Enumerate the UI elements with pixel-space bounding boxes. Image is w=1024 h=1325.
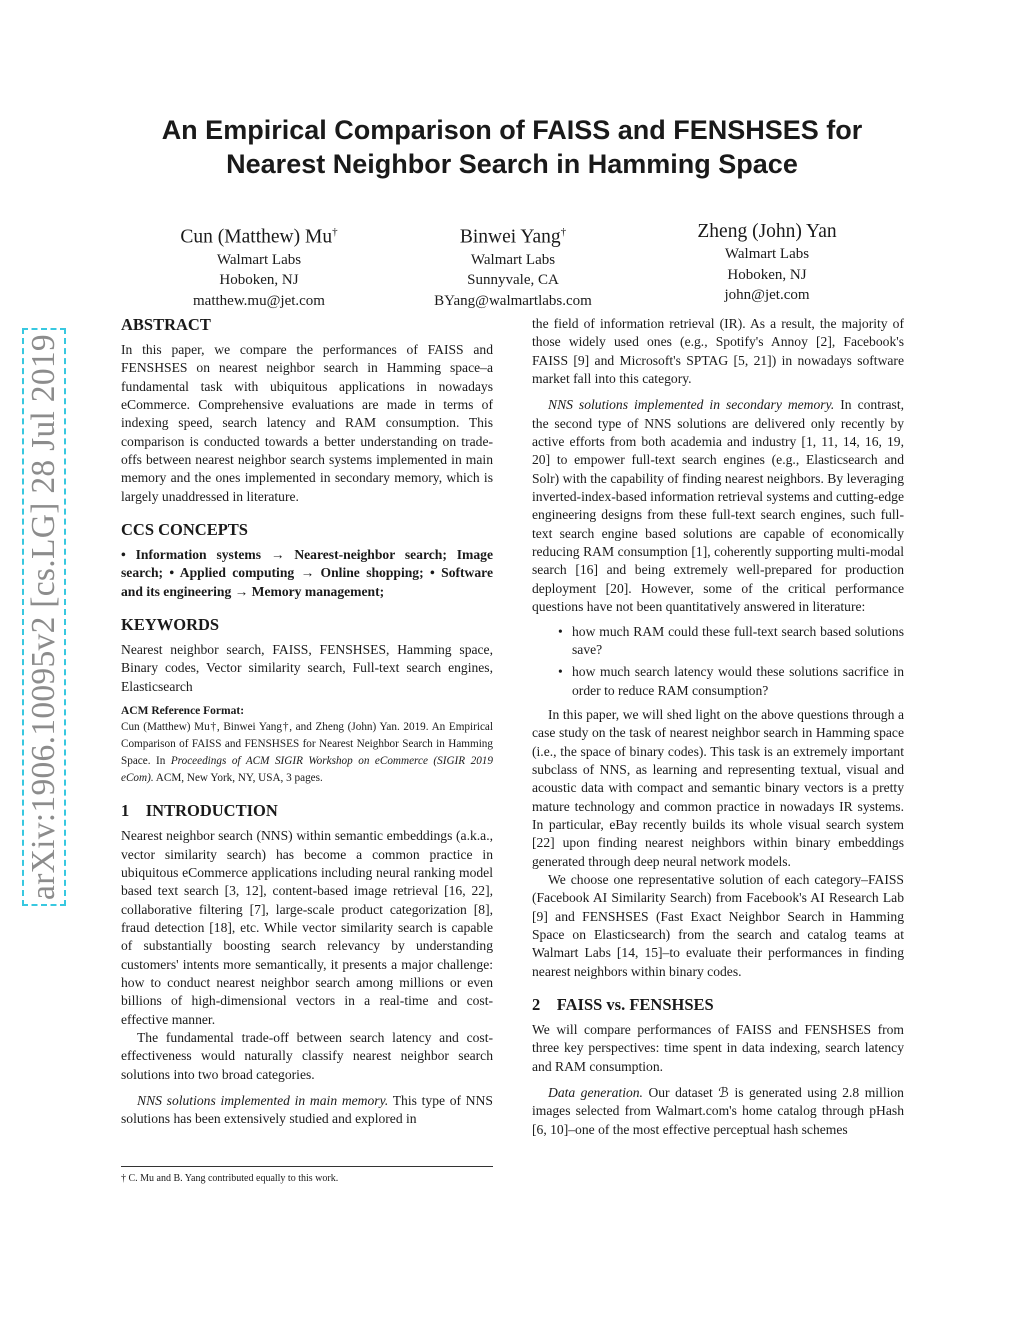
abstract-text: In this paper, we compare the performances of FAISS and FENSHSES on nearest neighbor search in Hamming space–a fundamental task with ubiquitous applications in nowadays eCommerce. Comprehensive evaluations are made in terms of indexing speed, search latency and RAM consumption. This comparison is conducted towards a better understanding on trade-offs between nearest neighbor search systems implemented in main memory and the ones implemented in secondary memory, which is largely unaddressed in literature. [121, 342, 493, 504]
section-2-heading: 2 FAISS vs. FENSHSES [532, 995, 714, 1015]
left-column [121, 315, 493, 1129]
list-item: • how much RAM could these full-text search based solutions save? [558, 623, 904, 657]
author-location: Sunnyvale, CA [467, 272, 559, 288]
intro-heading: 1 INTRODUCTION [121, 801, 278, 821]
author-affiliation: Walmart Labs [724, 246, 810, 262]
ccs-heading: CCS CONCEPTS [121, 520, 248, 540]
intro-paragraph-1: Nearest neighbor search (NNS) within semantic embeddings (a.k.a., vector similarity search) has become a common practice in ubiquitous eCommerce applications including neural ranking model based text search [3, 12], content-based image retrieval [16, 22], collaborative filtering [7], large-scale product categorization [8], fraud detection [18], etc. While vector similarity search is capable of substantially boosting search relevancy by understanding customers' intents more semantically, it presents a major challenge: how to conduct nearest neighbor search among millions or even billions of high-dimensional vectors in a real-time and cost-effective manner. [121, 828, 493, 1027]
ccs-text: • Information systems → Nearest-neighbor search; Image search; • Applied computing → Online shopping; • Software and its engineering → Memory management; [121, 547, 493, 599]
keywords-text: Nearest neighbor search, FAISS, FENSHSES, Hamming space, Binary codes, Vector similarity search, Full-text search engines, Elasticsearch [121, 642, 493, 694]
abstract-heading: ABSTRACT [121, 315, 211, 334]
acm-reference-text: Cun (Matthew) Mu†, Binwei Yang†, and Zheng (John) Yan. 2019. An Empirical Comparison of FAISS and FENSHSES for Nearest Neighbor Search in Hamming Space. In Proceedings of ACM SIGIR Workshop on eCommerce (SIGIR 2019 eCom). ACM, New York, NY, USA, 3 pages. [121, 721, 493, 785]
author-name: Cun (Matthew) Mu† [180, 226, 338, 248]
case-study-paragraph: In this paper, we will shed light on the above questions through a case study on the task of nearest neighbor search in Hamming space (i.e., the space of binary codes). This task is an extremely important subclass of NNS, as learning and representing textual, visual and acoustic data with compact and semantic binary vectors is a pretty mature technology and common practice in nowadays IR systems. In particular, eBay recently builds its whole visual search system [22] upon finding nearest neighbors within binary embeddings generated through deep neural network models. [532, 706, 904, 869]
list-item: • how much search latency would these solutions sacrifice in order to reduce RAM consumption? [558, 664, 904, 698]
footnote: † C. Mu and B. Yang contributed equally to this work. [121, 1173, 339, 1184]
right-column [532, 315, 904, 1139]
author-email: matthew.mu@jet.com [193, 292, 325, 309]
title-line-1: An Empirical Comparison of FAISS and FENSHSES for [161, 115, 863, 145]
author-affiliation: Walmart Labs [216, 251, 302, 268]
arxiv-identifier: arXiv:1906.10095v2 [cs.LG] 28 Jul 2019 [25, 334, 62, 900]
choose-paragraph: We choose one representative solution of each category–FAISS (Facebook AI Similarity Search) from Facebook's AI Research Lab [9] and FENSHSES (Fast Exact Neighbor Search in Hamming Space on Elasticsearch) from the search and catalog teams at Walmart Labs [14, 15]–to evaluate their performances in finding nearest neighbors within binary codes. [532, 871, 904, 979]
intro-continuation: the field of information retrieval (IR). As a result, the majority of those widely used ones (e.g., Spotify's Annoy [2], Facebook's FAISS [9] and Microsoft's SPTAG [5, 21]) in nowadays software market fall into this category. [532, 316, 904, 387]
intro-paragraph-2: The fundamental trade-off between search latency and cost-effectiveness would naturally classify nearest neighbor search solutions into two broad categories. [121, 1029, 493, 1082]
data-generation-paragraph: Data generation. Our dataset ℬ is generated using 2.8 million images selected from Walmart.com's home catalog through pHash [6, 10]–one of the most effective perceptual hash schemes [532, 1085, 904, 1137]
author-email: john@jet.com [724, 287, 810, 303]
author-location: Hoboken, NJ [727, 266, 807, 283]
title-line-2: Nearest Neighbor Search in Hamming Space [226, 149, 798, 179]
secondary-memory-paragraph: NNS solutions implemented in secondary memory. In contrast, the second type of NNS solutions are delivered only recently by active efforts from both academia and industry [1, 11, 14, 16, 19, 20] to empower full-text search engines (e.g., Elasticsearch and Solr) with the capability of finding nearest neighbors. By leveraging inverted-index-based information retrieval systems and cutting-edge engineering designs from these full-text search engines, such full-text search engine based solutions are capable of economically reducing RAM consumption [1], coherently supporting multi-modal search [16] and being extremely well-prepared for production deployment [20]. However, some of the critical performance questions have not been quantitatively answered in literature: [532, 397, 904, 615]
author-block-3 [617, 220, 917, 306]
author-email: BYang@walmartlabs.com [434, 292, 592, 309]
footnote-rule [121, 1166, 493, 1167]
question-list [532, 623, 904, 700]
acm-reference-heading: ACM Reference Format: [121, 705, 245, 718]
author-affiliation: Walmart Labs [470, 251, 556, 268]
author-name: Binwei Yang† [459, 226, 567, 248]
author-location: Hoboken, NJ [219, 272, 299, 288]
section-2-paragraph: We will compare performances of FAISS and FENSHSES from three key perspectives: time spent in data indexing, search latency and RAM consumption. [532, 1022, 904, 1074]
keywords-heading: KEYWORDS [121, 615, 220, 635]
intro-paragraph-3: NNS solutions implemented in main memory. This type of NNS solutions has been extensively studied and explored in [121, 1092, 493, 1127]
author-name: Zheng (John) Yan [697, 221, 837, 242]
paper-title [100, 113, 924, 181]
